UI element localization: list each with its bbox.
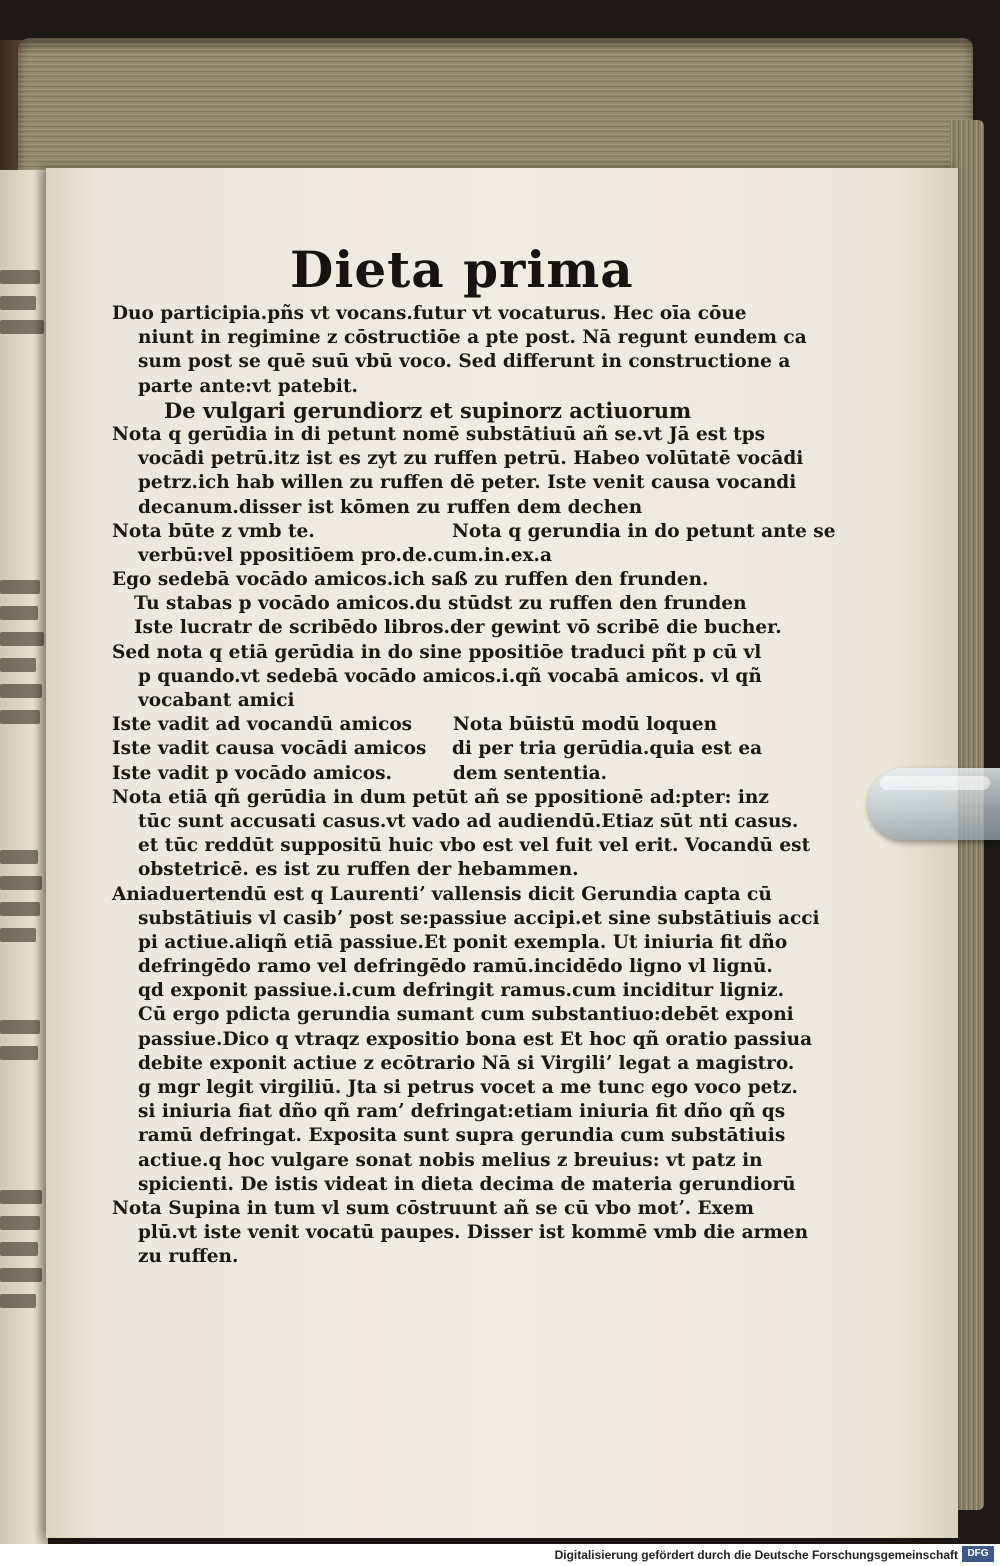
facing-page-edge — [0, 170, 48, 1550]
text-line: g mgr legit virgiliū. Jta si petrus vocet a me tunc ego voco petz. — [138, 1077, 798, 1098]
text-line: spicienti. De istis videat in dieta decima de materia gerundiorū — [138, 1173, 796, 1195]
text-line: Nota q gerūdia in di petunt nomē substātiuū añ se.vt Jā est tps — [112, 423, 766, 445]
text-line: p quando.vt sedebā vocādo amicos.i.qñ vocabā amicos. vl qñ — [138, 665, 762, 687]
text-line: obstetricē. es ist zu ruffen der hebammen. — [138, 859, 579, 881]
text-line-pair — [112, 520, 836, 544]
text-line: defringēdo ramo vel defringēdo ramū.incidēdo ligno vl lignū. — [138, 956, 773, 978]
text-line: niunt in regimine z cōstructiōe a pte post. Nā regunt eundem ca — [138, 327, 807, 349]
text-line: Ego sedebā vocādo amicos.ich saß zu ruffen den frunden. — [112, 569, 709, 591]
two-column-row — [112, 713, 742, 737]
column-left-line: Iste vadit ad vocandū amicos — [112, 714, 413, 736]
text-line: Duo participia.pñs vt vocans.futur vt vocaturus. Hec oīa cōue — [112, 303, 747, 324]
text-line: pi actiue.aliqñ etiā passiue.Et ponit exempla. Ut iniuria fit dño — [138, 931, 788, 953]
text-line: parte ante:vt patebit. — [138, 375, 358, 397]
column-right-line: di per tria gerūdia.quia est ea — [452, 738, 763, 760]
column-left-line: Iste vadit causa vocādi amicos — [112, 738, 427, 760]
text-line: si iniuria fiat dño qñ ramʼ defringat:etiam iniuria fit dño qñ qs — [138, 1101, 786, 1123]
text-line: Cū ergo pdicta gerundia sumant cum substantiuo:debēt exponi — [138, 1004, 794, 1026]
column-left-line: Iste vadit p vocādo amicos. — [112, 762, 392, 784]
footer-credit: Digitalisierung gefördert durch die Deutsche Forschungsgemeinschaft — [554, 1548, 958, 1562]
column-right-line: Nota būistū modū loquen — [452, 714, 718, 736]
text-line: actiue.q hoc vulgare sonat nobis melius z breuius: vt patz in — [138, 1149, 763, 1171]
text-line: verbū:vel ppositiōem pro.de.cum.in.ex.a — [138, 544, 552, 566]
text-line: Nota etiā qñ gerūdia in dum petūt añ se ppositionē ad:pter: inz — [112, 786, 769, 808]
section-heading: De vulgari gerundiorz et supinorz actiuorum — [164, 397, 692, 423]
text-line: decanum.disser ist kōmen zu ruffen dem dechen — [138, 496, 643, 518]
two-column-row — [112, 762, 742, 786]
text-line: zu ruffen. — [138, 1246, 239, 1268]
text-line: vocādi petrū.itz ist es zyt zu ruffen petrū. Habeo volūtatē vocādi — [138, 448, 804, 470]
text-line: substātiuis vl casibʼ post se:passiue accipi.et sine substātiuis acci — [138, 907, 820, 929]
note-right: Nota q gerundia in do petunt ante se — [452, 520, 836, 542]
text-line: Sed nota q etiā gerūdia in do sine ppositiōe traduci pñt p cū vl — [112, 641, 762, 663]
text-line: debite exponit actiue z ecōtrario Nā si Virgiliʼ legat a magistro. — [138, 1052, 795, 1074]
text-line: Iste lucratr de scribēdo libros.der gewint vō scribē die bucher. — [134, 617, 782, 639]
page-block-top-edge — [18, 38, 973, 188]
text-line: vocabant amici — [138, 690, 295, 711]
page-title: Dieta prima — [290, 240, 634, 299]
dfg-logo-icon: DFG — [962, 1546, 994, 1562]
two-column-row — [112, 737, 763, 761]
text-line: tūc sunt accusati casus.vt vado ad audiendū.Etiaz sūt nti casus. — [138, 810, 799, 832]
text-line: Nota Supina in tum vl sum cōstruunt añ se cū vbo motʼ. Exem — [112, 1197, 754, 1219]
text-line: sum post se quē suū vbū voco. Sed differunt in constructione a — [138, 351, 791, 373]
text-line: qd exponit passiue.i.cum defringit ramus.cum inciditur ligniz. — [138, 980, 785, 1002]
text-line: Aniaduertendū est q Laurentiʼ vallensis dicit Gerundia capta cū — [112, 883, 772, 905]
column-right-line: dem sententia. — [452, 762, 608, 784]
text-line: et tūc reddūt suppositū huic vbo est vel fuit vel erit. Vocandū est — [138, 835, 811, 857]
note-left: Nota būte z vmb te. — [112, 520, 315, 542]
page-text — [112, 302, 836, 1270]
text-line: plū.vt iste venit vocatū paupes. Disser ist kommē vmb die armen — [138, 1222, 809, 1244]
text-line: passiue.Dico q vtraqz expositio bona est Et hoc qñ oratio passiua — [138, 1028, 813, 1050]
page-clip-highlight — [880, 776, 990, 790]
text-line: ramū defringat. Exposita sunt supra gerundia cum substātiuis — [138, 1125, 786, 1147]
text-line: Tu stabas p vocādo amicos.du stūdst zu ruffen den frunden — [134, 593, 747, 615]
text-line: petrz.ich hab willen zu ruffen dē peter. Iste venit causa vocandi — [138, 472, 797, 494]
